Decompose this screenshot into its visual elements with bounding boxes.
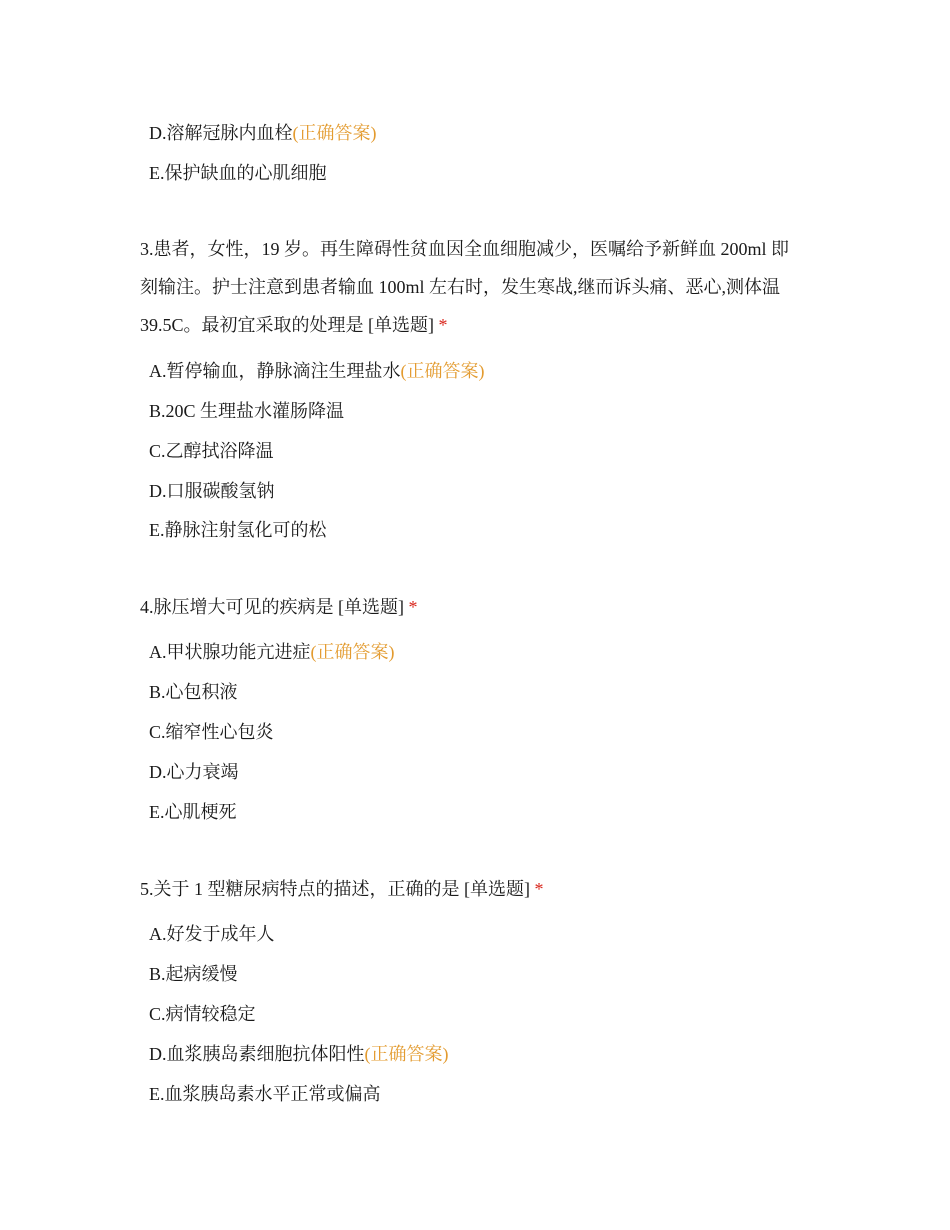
q5-option-a xyxy=(149,922,275,946)
q2-option-d xyxy=(149,121,377,145)
option-text: D.溶解冠脉内血栓 xyxy=(149,123,293,143)
question-3-text xyxy=(140,230,820,344)
option-text: C.乙醇拭浴降温 xyxy=(149,441,274,461)
q3-option-e xyxy=(149,518,327,542)
option-text: A.暂停输血，静脉滴注生理盐水 xyxy=(149,361,401,381)
q5-option-c xyxy=(149,1002,256,1026)
q5-option-b xyxy=(149,962,238,986)
correct-answer-tag: (正确答案) xyxy=(292,123,377,143)
q3-option-b xyxy=(149,399,344,423)
q5-option-d xyxy=(149,1042,449,1066)
question-line: 39.5C。最初宜采取的处理是 [单选题] * xyxy=(140,315,448,335)
correct-answer-tag: (正确答案) xyxy=(400,361,485,381)
question-4-text: 4.脉压增大可见的疾病是 [单选题] * xyxy=(140,597,418,617)
q4-option-b xyxy=(149,680,238,704)
q4-option-d xyxy=(149,760,239,784)
option-text: E.血浆胰岛素水平正常或偏高 xyxy=(149,1084,381,1104)
required-marker: * xyxy=(534,879,544,899)
option-text: B.起病缓慢 xyxy=(149,964,238,984)
q3-option-a xyxy=(149,359,485,383)
option-text: B.20C 生理盐水灌肠降温 xyxy=(149,401,345,421)
q3-option-c xyxy=(149,439,274,463)
q5-option-e xyxy=(149,1082,381,1106)
question-line: 刻输注。护士注意到患者输血 100ml 左右时，发生寒战,继而诉头痛、恶心,测体温 xyxy=(140,277,780,297)
option-text: A.甲状腺功能亢进症 xyxy=(149,642,311,662)
q3-option-d xyxy=(149,479,275,503)
option-text: B.心包积液 xyxy=(149,682,238,702)
option-text: D.口服碳酸氢钠 xyxy=(149,481,275,501)
q4-option-e xyxy=(149,800,237,824)
option-text: E.静脉注射氢化可的松 xyxy=(149,520,327,540)
option-text: E.心肌梗死 xyxy=(149,802,237,822)
question-line: 3.患者，女性，19 岁。再生障碍性贫血因全血细胞减少，医嘱给予新鲜血 200ml 即 xyxy=(140,239,789,259)
q4-option-c xyxy=(149,720,274,744)
option-text: A.好发于成年人 xyxy=(149,924,275,944)
option-text: D.心力衰竭 xyxy=(149,762,239,782)
option-text: C.缩窄性心包炎 xyxy=(149,722,274,742)
required-marker: * xyxy=(408,597,418,617)
option-text: E.保护缺血的心肌细胞 xyxy=(149,163,327,183)
correct-answer-tag: (正确答案) xyxy=(364,1044,449,1064)
q4-option-a xyxy=(149,640,395,664)
question-5-text: 5.关于 1 型糖尿病特点的描述，正确的是 [单选题] * xyxy=(140,879,544,899)
option-text: D.血浆胰岛素细胞抗体阳性 xyxy=(149,1044,365,1064)
correct-answer-tag: (正确答案) xyxy=(310,642,395,662)
option-text: C.病情较稳定 xyxy=(149,1004,256,1024)
required-marker: * xyxy=(438,315,448,335)
q2-option-e xyxy=(149,161,327,185)
